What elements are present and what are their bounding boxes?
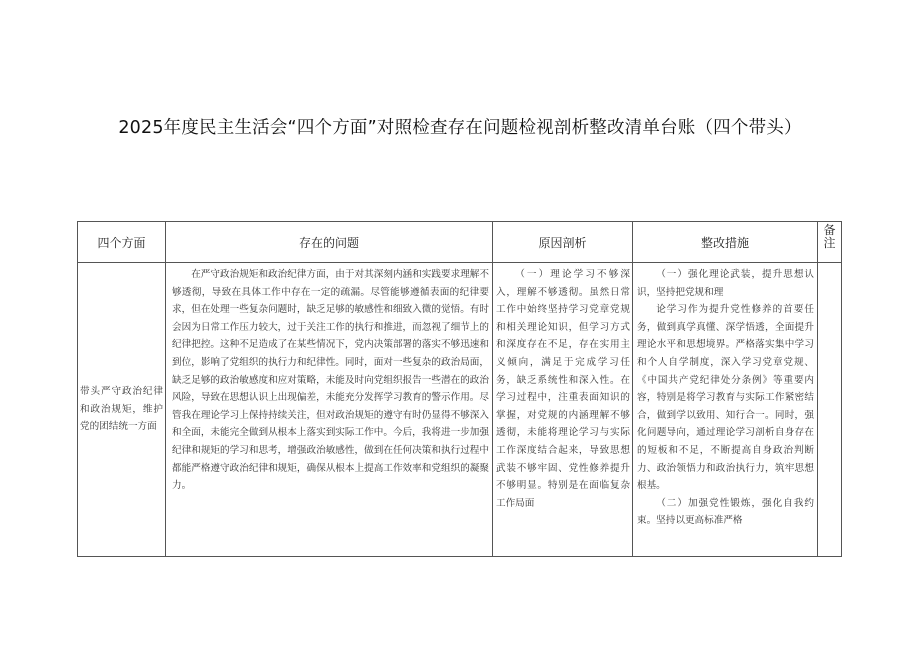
page-title: 2025年度民主生活会“四个方面”对照检查存在问题检视剖析整改清单台账（四个带头） [118, 118, 802, 138]
measures-paragraph-2: 论学习作为提升党性修养的首要任务，做到真学真懂、深学悟透，全面提升理论水平和思想境界。严格落实集中学习和个人自学制度，深入学习党章党规、《中国共产党纪律处分条例》等重要内容，特别是将学习教育与实际工作紧密结合，做到学以致用、知行合一。同时，强化问题导向，通过理论学习剖析自身存在的短板和不足，不断提高自身政治判断力、政治领悟力和政治执行力，筑牢思想根基。 [637, 304, 814, 492]
header-aspect: 四个方面 [78, 222, 166, 263]
problems-text: 在严守政治规矩和政治纪律方面，由于对其深刻内涵和实践要求理解不够透彻，导致在具体工作中存在一定的疏漏。尽管能够遵循表面的纪律要求，但在处理一些复杂问题时，缺乏足够的敏感性和细致入微的觉悟。有时会因为日常工作压力较大，过于关注工作的执行和推进，而忽视了细节上的纪律把控。这种不足造成了在某些情况下，党内决策部署的落实不够迅速和到位，影响了党组织的执行力和纪律性。同时，面对一些复杂的政治局面，缺乏足够的政治敏感度和应对策略，未能及时向党组织报告一些潜在的政治风险，导致在思想认识上出现偏差，未能充分发挥学习教育的警示作用。尽管我在理论学习上保持持续关注，但对政治规矩的遵守有时仍显得不够深入和全面，未能完全做到从根本上落实到实际工作中。今后，我将进一步加强纪律和规矩的学习和思考，增强政治敏感性，做到在任何决策和执行过程中都能严格遵守政治纪律和规矩，确保从根本上提高工作效率和党组织的凝聚力。 [172, 269, 489, 492]
measures-paragraph-1: （一）强化理论武装，提升思想认识，坚持把党规和理 [637, 269, 814, 298]
table-row [78, 263, 842, 557]
rectification-table [77, 221, 842, 557]
header-measures: 整改措施 [633, 222, 818, 263]
cell-causes [493, 263, 633, 557]
header-causes: 原因剖析 [493, 222, 633, 263]
cell-measures [633, 263, 818, 557]
cell-note [818, 263, 842, 557]
cell-problems [166, 263, 493, 557]
header-note: 备注 [818, 222, 842, 263]
header-problems: 存在的问题 [166, 222, 493, 263]
causes-text: （一）理论学习不够深入，理解不够透彻。虽然日常工作中始终坚持学习党章党规和相关理论知识，但学习方式和深度存在不足，存在实用主义倾向，满足于完成学习任务，缺乏系统性和深入性。在学习过程中，注重表面知识的掌握，对党规的内涵理解不够透彻，未能将理论学习与实际工作深度结合起来，导致思想武装不够牢固、党性修养提升不够明显。特别是在面临复杂工作局面 [496, 269, 630, 509]
cell-aspect: 带头严守政治纪律和政治规矩，维护党的团结统一方面 [78, 263, 166, 557]
table-header-row [78, 222, 842, 263]
measures-paragraph-3: （二）加强党性锻炼，强化自我约束。坚持以更高标准严格 [637, 497, 814, 527]
